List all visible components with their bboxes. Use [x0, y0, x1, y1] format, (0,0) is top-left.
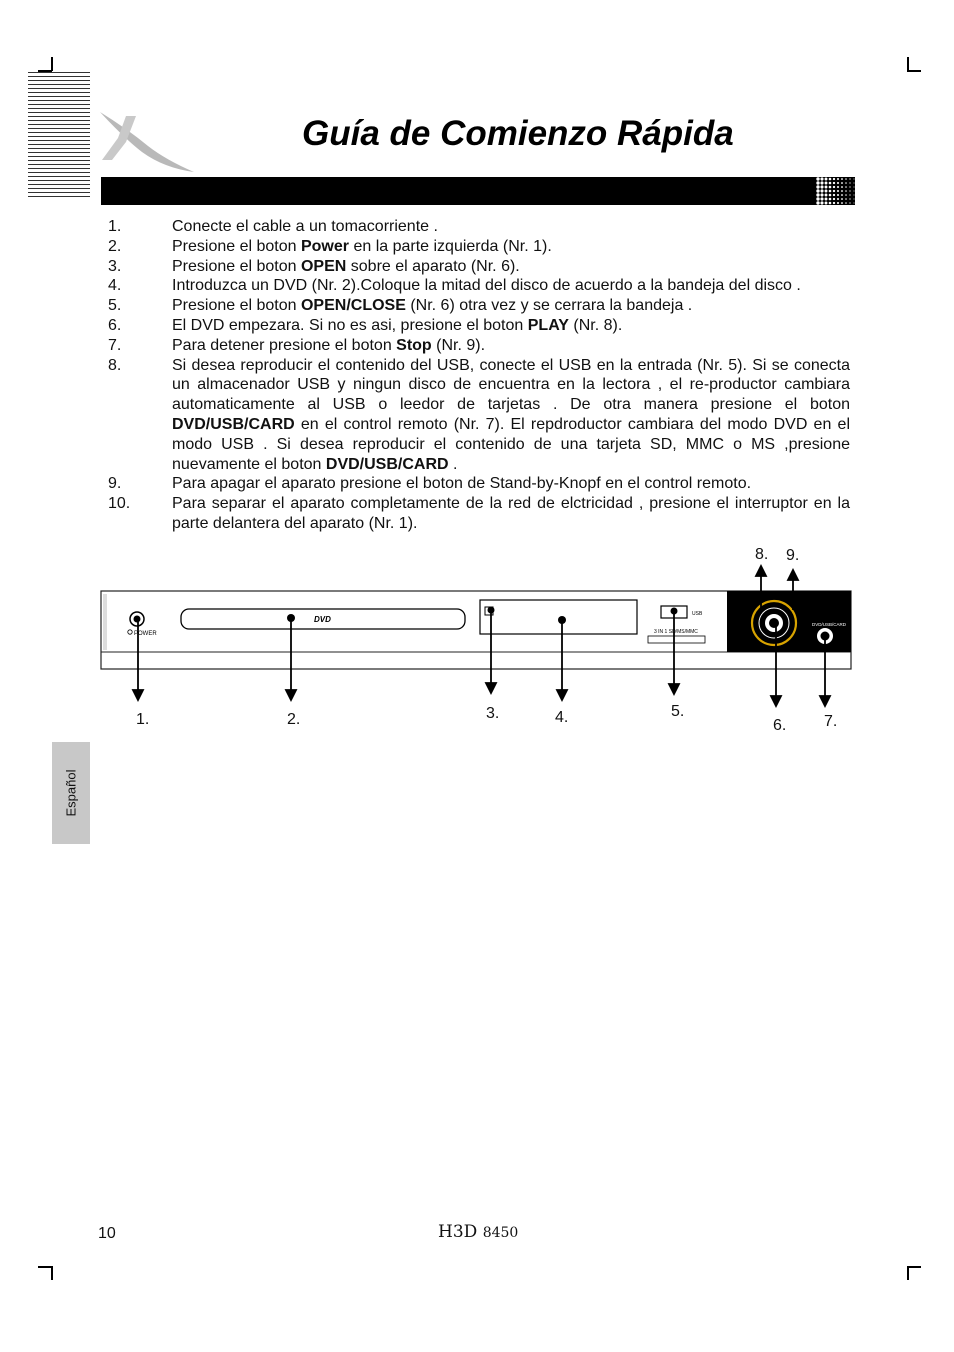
model-name — [438, 1222, 518, 1242]
stripe-line — [28, 92, 90, 93]
crop-mark-top-left — [51, 57, 53, 71]
stripe-line — [28, 84, 90, 85]
stripe-line — [28, 144, 90, 145]
language-tab-label: Español — [63, 769, 79, 817]
stripe-line — [28, 188, 90, 189]
fade-dot — [829, 190, 832, 193]
fade-dot — [853, 178, 854, 179]
crop-mark-top-right — [907, 57, 909, 71]
model-number: 8450 — [482, 1225, 519, 1241]
stripe-line — [28, 88, 90, 89]
fade-dot — [816, 177, 819, 180]
step-number: 7. — [108, 336, 122, 354]
callout-2: 2. — [287, 711, 301, 728]
band-dot-fade — [816, 177, 856, 205]
fade-dot — [825, 186, 828, 189]
step-text-part: Presione el boton — [172, 297, 301, 315]
stripe-line — [28, 184, 90, 185]
fade-dot — [829, 194, 832, 197]
step-number: 4. — [108, 277, 122, 295]
fade-dot — [829, 182, 832, 185]
step-text-bold: Power — [300, 237, 349, 255]
step-text-part: . — [448, 455, 458, 473]
fade-dot — [825, 190, 828, 193]
fade-dot — [816, 185, 819, 188]
fade-dot — [845, 190, 847, 192]
step-text-part: sobre el aparato (Nr. 6). — [346, 257, 520, 275]
step-text-bold: OPEN/CLOSE — [300, 297, 406, 315]
crop-mark-bottom-left-v — [51, 1266, 53, 1280]
fade-dot — [845, 178, 847, 180]
step-text-part: (Nr. 6) otra vez y se cerrara la bandeja . — [405, 297, 693, 315]
crop-mark-bottom-right-v — [907, 1266, 909, 1280]
fade-dot — [816, 193, 819, 196]
language-tab — [52, 742, 90, 844]
fade-dot — [820, 197, 823, 200]
fade-dot — [820, 181, 823, 184]
step-text-part: Para detener presione el boton — [172, 336, 397, 354]
step-text — [172, 237, 850, 257]
crop-mark-top-right-h — [907, 70, 921, 72]
card-reader-label: 3 IN 1 SD/MS/MMC — [654, 629, 698, 635]
step-text — [172, 296, 850, 316]
stripe-line — [28, 156, 90, 157]
fade-dot — [816, 181, 819, 184]
instruction-step — [108, 217, 850, 237]
stripe-line — [28, 192, 90, 193]
fade-dot — [849, 182, 850, 183]
fade-dot — [841, 194, 843, 196]
callout-7: 7. — [824, 713, 838, 730]
fade-dot — [829, 178, 832, 181]
step-text — [172, 356, 850, 475]
page-title: Guía de Comienzo Rápida — [302, 114, 734, 153]
stripe-line — [28, 160, 90, 161]
callout-6: 6. — [773, 717, 787, 734]
fade-dot — [841, 198, 843, 200]
step-text-part: Introduzca un DVD (Nr. 2).Coloque la mitad del disco de acuerdo a la bandeja del disco . — [172, 277, 801, 295]
fade-dot — [825, 178, 828, 181]
fade-dot — [849, 198, 850, 199]
instruction-step — [108, 494, 850, 534]
instruction-step — [108, 356, 850, 475]
step-text-part: en el control remoto (Nr. 7). El repdroductor cambiara del modo DVD en el modo USB . Si desea reproducir el contenido de una tarjeta SD, MMC o MS ,presione nuevamente el boton — [172, 415, 850, 473]
fade-dot — [849, 186, 850, 187]
fade-dot — [833, 194, 835, 196]
step-number: 5. — [108, 297, 122, 315]
fade-dot — [853, 202, 854, 203]
stripe-line — [28, 124, 90, 125]
fade-dot — [845, 194, 847, 196]
crop-mark-bottom-left — [38, 1266, 52, 1268]
dvd-player-front-diagram — [96, 540, 858, 740]
fade-dot — [841, 202, 843, 204]
step-text — [172, 336, 850, 356]
instruction-step — [108, 296, 850, 316]
instruction-step — [108, 474, 850, 494]
callout-1: 1. — [136, 711, 150, 728]
fade-dot — [820, 189, 823, 192]
step-text-part: Si desea reproducir el contenido del USB, conecte el USB en la entrada (Nr. 5). Si se conecta un almacenador USB y ningun disco de encuentra en la lectora , el re-productor cambiara automaticamente al USB o leedor de tarjetas . De otra manera presione el boton — [172, 356, 850, 414]
stripe-line — [28, 72, 90, 73]
step-text-bold: DVD/USB/CARD — [172, 415, 295, 433]
mode-button-label: DVD/USB/CARD — [812, 622, 847, 627]
fade-dot — [853, 182, 854, 183]
fade-dot — [825, 198, 828, 201]
model-prefix: H3D — [438, 1222, 478, 1242]
step-number: 3. — [108, 257, 122, 275]
callout-5: 5. — [671, 703, 685, 720]
instruction-step — [108, 257, 850, 277]
fade-dot — [837, 182, 839, 184]
stripe-line — [28, 140, 90, 141]
fade-dot — [829, 186, 832, 189]
fade-dot — [829, 198, 832, 201]
stripe-line — [28, 80, 90, 81]
step-text-bold: PLAY — [527, 316, 569, 334]
instruction-step — [108, 237, 850, 257]
stripe-line — [28, 100, 90, 101]
step-number: 9. — [108, 475, 122, 493]
step-text-bold: Stop — [396, 336, 432, 354]
step-text-part: Para separar el aparato completamente de la red de elctricidad , presione el interruptor en la parte delantera del aparato (Nr. 1). — [172, 495, 850, 532]
stripe-line — [28, 152, 90, 153]
stripe-line — [28, 116, 90, 117]
stripe-line — [28, 172, 90, 173]
step-number: 2. — [108, 237, 122, 255]
fade-dot — [829, 202, 832, 205]
step-text-part: Presione el boton — [172, 237, 301, 255]
stripe-line — [28, 108, 90, 109]
step-text — [172, 316, 850, 336]
fade-dot — [837, 190, 839, 192]
fade-dot — [833, 190, 835, 192]
fade-dot — [845, 182, 847, 184]
instruction-step — [108, 276, 850, 296]
step-number: 6. — [108, 316, 122, 334]
callout-4: 4. — [555, 709, 569, 726]
step-number: 8. — [108, 356, 122, 374]
step-text-part: (Nr. 8). — [568, 316, 623, 334]
fade-dot — [837, 178, 839, 180]
usb-label: USB — [692, 611, 703, 617]
fade-dot — [825, 182, 828, 185]
stripe-line — [28, 104, 90, 105]
step-text — [172, 474, 850, 494]
stripe-line — [28, 180, 90, 181]
decorative-stripes — [28, 72, 90, 200]
fade-dot — [837, 186, 839, 188]
fade-dot — [833, 186, 835, 188]
tray-label: DVD — [314, 615, 331, 624]
stripe-line — [28, 176, 90, 177]
fade-dot — [841, 190, 843, 192]
step-text — [172, 494, 850, 534]
fade-dot — [833, 178, 835, 180]
fade-dot — [853, 194, 854, 195]
stripe-line — [28, 76, 90, 77]
fade-dot — [849, 190, 850, 191]
fade-dot — [837, 202, 839, 204]
stripe-line — [28, 96, 90, 97]
stripe-line — [28, 168, 90, 169]
instruction-step — [108, 336, 850, 356]
callout-8: 8. — [755, 546, 769, 563]
power-label: POWER — [134, 631, 157, 637]
fade-dot — [845, 198, 847, 200]
step-text — [172, 217, 850, 237]
stripe-line — [28, 128, 90, 129]
fade-dot — [845, 202, 847, 204]
step-number: 1. — [108, 218, 122, 235]
fade-dot — [833, 198, 835, 200]
fade-dot — [837, 198, 839, 200]
step-text-bold: OPEN — [300, 257, 347, 275]
instruction-step — [108, 316, 850, 336]
stripe-line — [28, 132, 90, 133]
step-number: 10. — [108, 495, 131, 513]
fade-dot — [845, 186, 847, 188]
callout-9: 9. — [786, 547, 800, 564]
fade-dot — [820, 201, 823, 204]
fade-dot — [816, 189, 819, 192]
step-text-part: Conecte el cable a un tomacorriente . — [172, 218, 438, 235]
step-text-part: El DVD empezara. Si no es asi, presione el boton — [172, 316, 528, 334]
fade-dot — [820, 177, 823, 180]
step-text-part: (Nr. 9). — [431, 336, 486, 354]
fade-dot — [816, 201, 819, 204]
step-text-part: en la parte izquierda (Nr. 1). — [349, 237, 552, 255]
step-text — [172, 257, 850, 277]
stripe-line — [28, 196, 90, 197]
stripe-line — [28, 112, 90, 113]
fade-dot — [816, 197, 819, 200]
stripe-line — [28, 148, 90, 149]
stripe-line — [28, 120, 90, 121]
page-number: 10 — [98, 1225, 116, 1242]
step-text-part: Para apagar el aparato presione el boton de Stand-by-Knopf en el control remoto. — [172, 475, 752, 493]
callout-3: 3. — [486, 705, 500, 722]
fade-dot — [841, 182, 843, 184]
fade-dot — [853, 198, 854, 199]
fade-dot — [820, 185, 823, 188]
fade-dot — [820, 193, 823, 196]
step-text-bold: DVD/USB/CARD — [325, 455, 449, 473]
instruction-list — [108, 217, 850, 534]
stripe-line — [28, 136, 90, 137]
fade-dot — [825, 194, 828, 197]
fade-dot — [849, 194, 850, 195]
fade-dot — [853, 186, 854, 187]
brand-logo — [96, 108, 196, 176]
stripe-line — [28, 164, 90, 165]
crop-mark-bottom-right — [907, 1266, 921, 1268]
step-text — [172, 276, 850, 296]
fade-dot — [853, 190, 854, 191]
fade-dot — [849, 178, 850, 179]
fade-dot — [825, 202, 828, 205]
fade-dot — [837, 194, 839, 196]
fade-dot — [833, 202, 835, 204]
fade-dot — [841, 186, 843, 188]
header-band — [101, 177, 855, 205]
fade-dot — [833, 182, 835, 184]
fade-dot — [841, 178, 843, 180]
fade-dot — [849, 202, 850, 203]
step-text-part: Presione el boton — [172, 257, 301, 275]
